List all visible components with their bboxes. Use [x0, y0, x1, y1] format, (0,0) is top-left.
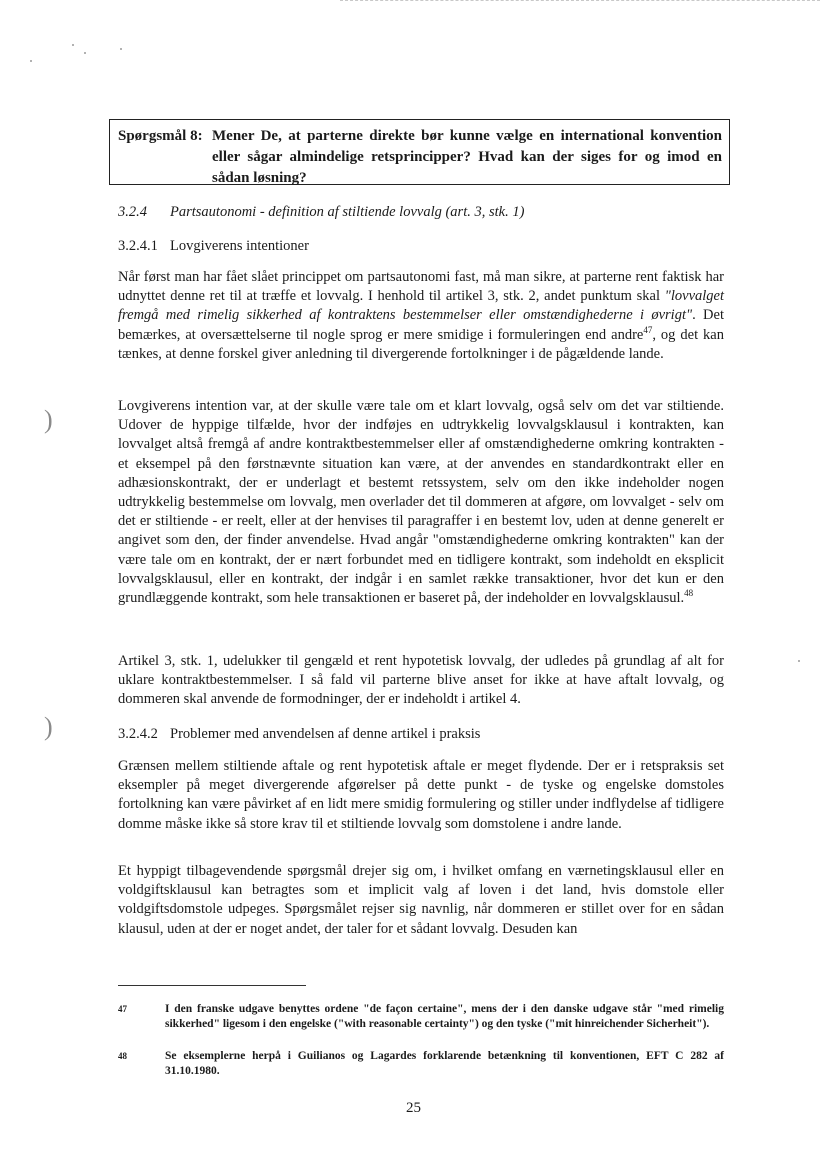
- paragraph-text: Grænsen mellem stiltiende aftale og rent hypotetisk aftale er meget flydende. Der er i retspraksis set eksempler på meget divergerende afgørelser på dette punkt - de tyske og engelske domstoles fortolkning kan være påvirket af en lidt mere smidig formulering og stiller under indflydelse af tidligere domme måske ikke så store krav til et stiltiende lovvalg som domstolene i andre lande.: [118, 758, 724, 832]
- scan-speck: [30, 60, 32, 62]
- section-heading-3-2-4: [118, 202, 524, 222]
- section-title: Lovgiverens intentioner: [170, 238, 309, 254]
- footnote-ref-48: 48: [684, 588, 694, 599]
- paragraph-2: [118, 397, 724, 608]
- section-number: 3.2.4: [118, 204, 147, 220]
- scan-speck: [72, 44, 74, 46]
- margin-hole-mark: ): [44, 405, 53, 434]
- paragraph-text: Lovgiverens intention var, at der skulle være tale om et klart lovvalg, også selv om det var stiltiende. Udover de hyppige tilfælde, hvor der indføjes en udtrykkelig lovvalgsklausul i kontrakten, kan lovvalget altså fremgå af andre kontraktbestemmelser eller af omstændighederne omkring kontrakten - et eksempel på den førstnævnte situation kan være, at der anvendes en standardkontrakt eller en adhæsionskontrakt, der er underlagt et bestemt retssystem, selv om den ikke indeholder nogen udtrykkelig bestemmelse om lovvalg, men overlader det til dommeren at afgøre, om lovvalget - selv om det er stiltiende - er reelt, eller at der henvises til paragraffer i en bestemt lov, uden at denne generelt er angivet som den, der finder anvendelse. Hvad angår "omstændighederne omkring kontrakten" kan der være tale om en kontrakt, der er nært forbundet med en tidligere kontrakt, som indeholdt en eksplicit lovvalgsklausul, eller en kontrakt, der indgår i en samlet række transaktioner, hvor det kun er den grundlæggende kontrakt, som hele transaktionen er baseret på, der indeholder en lovvalgsklausul.: [118, 398, 724, 607]
- question-label: Spørgsmål 8:: [118, 128, 203, 144]
- question-text: Mener De, at parterne direkte bør kunne vælge en international konvention eller sågar almindelige retsprincipper? Hvad kan der siges for og imod en sådan løsning?: [212, 128, 722, 186]
- footnote-48: [118, 1049, 724, 1079]
- question-box: [109, 119, 730, 185]
- paragraph-text: , og det kan tænkes, at denne forskel giver anledning til divergerende fortolkninger i de pågældende lande.: [118, 326, 724, 362]
- section-heading-3-2-4-2: [118, 724, 480, 744]
- section-number: 3.2.4.2: [118, 726, 158, 742]
- footnote-number: 48: [118, 1051, 127, 1061]
- scan-speck: [84, 52, 86, 54]
- section-title: Partsautonomi - definition af stiltiende lovvalg (art. 3, stk. 1): [170, 204, 525, 220]
- paragraph-text: . Det bemærkes, at oversættelserne til nogle sprog er mere smidige i formuleringen end andre: [118, 307, 724, 343]
- paragraph-4: [118, 757, 724, 834]
- footnote-ref-47: 47: [643, 324, 653, 335]
- paragraph-5: [118, 862, 724, 939]
- footnote-text: Se eksemplerne herpå i Guilianos og Lagardes forklarende betænkning til konventionen, EFT C 282 af 31.10.1980.: [165, 1050, 724, 1077]
- footnote-text: I den franske udgave benyttes ordene "de façon certaine", mens der i den danske udgave står "med rimelig sikkerhed" ligesom i den engelske ("with reasonable certainty") og den tyske ("mit hinreichender Sicherheit").: [165, 1003, 724, 1030]
- margin-hole-mark: ): [44, 712, 53, 741]
- section-title: Problemer med anvendelsen af denne artikel i praksis: [170, 726, 481, 742]
- page-number: 25: [406, 1100, 421, 1116]
- section-number: 3.2.4.1: [118, 238, 158, 254]
- paragraph-text: Et hyppigt tilbagevendende spørgsmål drejer sig om, i hvilket omfang en værnetingsklausul eller en voldgiftsklausul kan betragtes som et implicit valg af loven i det land, hvis domstole eller voldgiftsdomstole udpeges. Spørgsmålet rejser sig navnlig, når dommeren er stillet over for en sådan klausul, uden at der er noget andet, der taler for et sådant lovvalg. Desuden kan: [118, 863, 724, 937]
- footnote-47: [118, 1002, 724, 1032]
- scan-artifact-line: [340, 0, 820, 2]
- paragraph-text: Artikel 3, stk. 1, udelukker til gengæld et rent hypotetisk lovvalg, der udledes på grundlag af alt for uklare kontraktbestemmelser. I så fald vil parterne blive anset for ikke at have aftalt lovvalg, og dommeren skal anvende de formodninger, der er indeholdt i artikel 4.: [118, 653, 724, 708]
- section-heading-3-2-4-1: [118, 236, 309, 256]
- paragraph-quote: "lovvalget fremgå med rimelig sikkerhed af kontraktens bestemmelser eller omstændighederne i øvrigt": [118, 288, 724, 324]
- paragraph-text: Når først man har fået slået princippet om partsautonomi fast, må man sikre, at parterne rent faktisk har udnyttet denne ret til at træffe et lovvalg. I henhold til artikel 3, stk. 2, andet punktum skal: [118, 269, 724, 305]
- paragraph-3: [118, 652, 724, 710]
- paragraph-1: [118, 268, 724, 364]
- scan-speck: [798, 660, 800, 662]
- scan-speck: [120, 48, 122, 50]
- footnote-number: 47: [118, 1004, 127, 1014]
- footnote-separator: [118, 985, 306, 986]
